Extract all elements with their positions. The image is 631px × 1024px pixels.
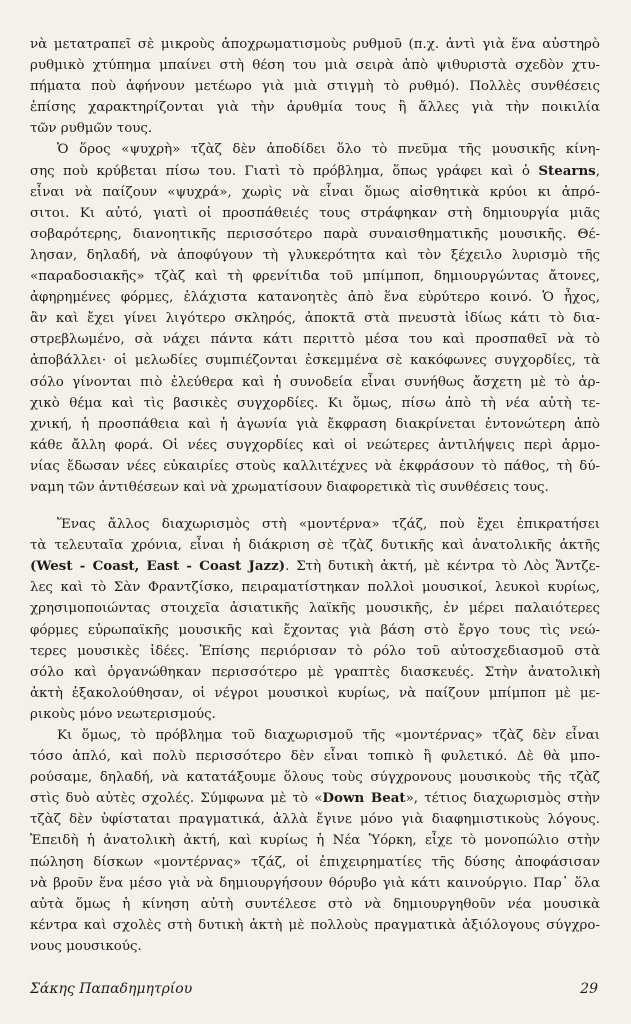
text-line: πήματα ποὺ ἀφήνουν μετέωρο γιὰ μιὰ στιγμὴ τὸ ρυθμό). Πολλὲς συνθέσεις	[30, 79, 600, 95]
text-line: χνική, ἡ προσπάθεια καὶ ἡ ἀγωνία γιὰ ἔκφραση διακρίνεται ἐντονώτερη ἀπὸ	[30, 416, 600, 432]
text-body	[30, 34, 600, 957]
text-line: τόσο ἁπλό, καὶ πολὺ περισσότερο δὲν εἶναι τοπικὸ ἢ φυλετικό. Δὲ θὰ μπο-	[30, 749, 600, 765]
text-line: τερες μουσικὲς ἰδέες. Ἐπίσης περιόρισαν τὸ ρόλο τοῦ αὐτοσχεδιασμοῦ στὰ	[30, 643, 600, 659]
text-line: σόλο καὶ ὀργανώθηκαν περισσότερο μὲ γραπτὲς διασκευές. Στὴν ἀνατολικὴ	[30, 664, 600, 680]
text-line: ρυθμικὸ χτύπημα μπαίνει στὴ θέση του μιὰ σειρὰ ἀπὸ ψιθυριστὰ σχεδὸν χτυ-	[30, 58, 600, 74]
text-line: λες καὶ τὸ Σὰν Φραντζίσκο, πειραματίστηκαν πολλοὶ μουσικοί, λευκοὶ κυρίως,	[30, 580, 600, 596]
page-number: 29	[580, 981, 598, 997]
paragraph	[30, 725, 600, 957]
text-run: . Στὴ δυτικὴ ἀκτή, μὲ κέντρα τὸ Λὸς Ἄντζε-	[285, 559, 600, 575]
text-line: τῶν ρυθμῶν τους.	[30, 121, 153, 137]
text-line: φόρμες εὐρωπαϊκῆς μουσικῆς καὶ ἔχοντας γιὰ βάση στὸ ἔργο τους τὶς νεώ-	[30, 622, 600, 638]
text-line: νους μουσικούς.	[30, 938, 142, 954]
text-run: στὶς δυὸ αὐτὲς σχολές. Σύμφωνα μὲ τὸ «	[30, 791, 323, 807]
text-line: πώληση δίσκων «μοντέρνας» τζάζ, οἱ ἐπιχειρηματίες τῆς δύσης ἀποφάσισαν	[30, 854, 600, 870]
text-line: τζὰζ δὲν ὑφίσταται πραγματικά, ἀλλὰ ἔγινε μόνο γιὰ διαφημιστικοὺς λόγους.	[30, 812, 600, 828]
text-line: Ἕνας ἄλλος διαχωρισμὸς στὴ «μοντέρνα» τζάζ, ποὺ ἔχει ἐπικρατήσει	[57, 517, 600, 533]
text-line: σιτοι. Κι αὐτό, γιατὶ οἱ προσπάθειές τους στράφηκαν στὴ δημιουργία μιᾶς	[30, 205, 600, 221]
text-line: λησαν, δηλαδή, νὰ ἀποφύγουν τὴ γλυκερότητα καὶ τὸν ξέχειλο λυρισμὸ τῆς	[30, 247, 600, 263]
bold-text: Stearns	[538, 162, 596, 179]
paragraph	[30, 34, 600, 139]
paragraph	[30, 139, 600, 498]
text-line: ρούσαμε, δηλαδή, νὰ κατατάξουμε ὅλους τοὺς σύγχρονους μουσικοὺς τῆς τζὰζ	[30, 770, 600, 786]
text-line: σόλο γίνονται πιὸ ἐλεύθερα καὶ ἡ συνοδεία εἶναι συνήθως ἄσχετη μὲ τὸ ἀρ-	[30, 374, 600, 390]
text-line: εἶναι νὰ παίζουν «ψυχρά», χωρὶς νὰ εἶναι ὅμως αἰσθητικὰ κρύοι κι ἀπρό-	[30, 184, 600, 200]
text-line	[30, 161, 600, 182]
footer-author: Σάκης Παπαδημητρίου	[30, 981, 193, 997]
text-line: ἐπίσης χαρακτηρίζονται γιὰ τὴν ἀρυθμία τους ἢ ἄλλες γιὰ τὴν ποικιλία	[30, 100, 600, 116]
text-line: τὰ τελευταῖα χρόνια, εἶναι ἡ διάκριση σὲ τζὰζ δυτικῆς καὶ ἀνατολικῆς ἀκτῆς	[30, 538, 600, 554]
text-line: ἀποβάλλει· οἱ μελωδίες συμπιέζονται ἐσκεμμένα σὲ κακόφωνες συγχορδίες, τὰ	[30, 353, 600, 369]
text-line: ἀφηρημένες φόρμες, ἐλάχιστα κατανοητὲς ἀπὸ ἕνα εὐρύτερο κοινό. Ὁ ἦχος,	[30, 290, 600, 306]
text-line: ναμη τῶν ἀντιθέσεων καὶ νὰ χρωματίσουν διαφορετικὰ τὶς συνθέσεις τους.	[30, 479, 549, 495]
text-run: σης ποὺ κρύβεται πίσω του. Γιατὶ τὸ πρόβλημα, ὅπως γράφει καὶ ὁ	[30, 163, 539, 179]
text-line: ρικοὺς μόνο νεωτερισμούς.	[30, 706, 216, 722]
text-line: στρεβλωμένο, σὰ νάχει πάντα κάτι περιττὸ μέσα του καὶ προσπαθεῖ νὰ τὸ	[30, 332, 600, 348]
text-line: κέντρα καὶ σχολὲς στὴ δυτικὴ ἀκτὴ μὲ πολλοὺς πραγματικὰ ἀξιόλογους σύγχρο-	[30, 917, 600, 933]
text-line	[30, 788, 600, 809]
text-section	[30, 514, 600, 957]
text-line: νὰ μετατραπεῖ σὲ μικροὺς ἀποχρωματισμοὺς ρυθμοῦ (π.χ. ἀντὶ γιὰ ἕνα αὐστηρὸ	[30, 37, 600, 52]
text-line: Ὁ ὅρος «ψυχρὴ» τζὰζ δὲν ἀποδίδει ὅλο τὸ πνεῦμα τῆς μουσικῆς κίνη-	[57, 142, 600, 158]
text-line: χικὸ θέμα καὶ τὶς βασικὲς συγχορδίες. Κι ὅμως, πίσω ἀπὸ τὴ νέα αὐτὴ τε-	[30, 395, 600, 411]
text-line: αὐτὰ ὅμως ἡ κίνηση αὐτὴ συντέλεσε στὸ νὰ δημιουργηθοῦν νέα μουσικὰ	[30, 896, 600, 912]
text-line: νίας ἔδωσαν νέες εὐκαιρίες στοὺς καλλιτέχνες νὰ ἐκφράσουν τὸ πάθος, τὴ δύ-	[30, 458, 600, 474]
text-line	[30, 556, 600, 577]
text-line: σοβαρότερης, διανοητικῆς περισσότερο παρὰ συναισθηματικῆς μουσικῆς. Θέ-	[30, 226, 600, 242]
paragraph	[30, 514, 600, 725]
text-line: νὰ βροῦν ἕνα μέσο γιὰ νὰ δημιουργήσουν θόρυβο γιὰ κάτι καινούργιο. Παρ᾽ ὅλα	[30, 875, 600, 891]
bold-text: Down Beat	[322, 790, 406, 807]
text-line: κάθε ἄλλη φορά. Οἱ νέες συγχορδίες καὶ οἱ νεώτερες ἀντιλήψεις περὶ ἁρμο-	[30, 437, 600, 453]
text-run: », τέτιος διαχωρισμὸς στὴν	[405, 791, 600, 807]
text-line: ἀκτὴ ἐξακολούθησαν, οἱ νέγροι μουσικοὶ κυρίως, νὰ παίζουν μπίμποπ μὲ με-	[30, 685, 600, 701]
text-line: Κι ὅμως, τὸ πρόβλημα τοῦ διαχωρισμοῦ τῆς «μοντέρνας» τζὰζ δὲν εἶναι	[57, 728, 600, 743]
text-line: Ἐπειδὴ ἡ ἀνατολικὴ ἀκτή, καὶ κυρίως ἡ Νέα Ὑόρκη, εἶχε τὸ μονοπώλιο στὴν	[30, 833, 600, 849]
text-section	[30, 34, 600, 498]
text-line: χρησιμοποιώντας στοιχεῖα ἀσιατικῆς λαϊκῆς μουσικῆς, ἐν μέρει παλαιότερες	[30, 601, 600, 617]
text-run: ,	[595, 163, 600, 179]
text-line: «παραδοσιακῆς» τζὰζ καὶ τὴ φρενίτιδα τοῦ μπίμποπ, δημιουργώντας ἄτονες,	[30, 269, 600, 285]
page-footer	[30, 978, 600, 1000]
bold-text: (West - Coast, East - Coast Jazz)	[30, 558, 286, 575]
text-line: ἂν καὶ ἔχει γίνει λιγότερο σκληρός, ἀποκτᾶ στὰ πνευστὰ ἰδίως κάτι τὸ δια-	[30, 311, 600, 327]
